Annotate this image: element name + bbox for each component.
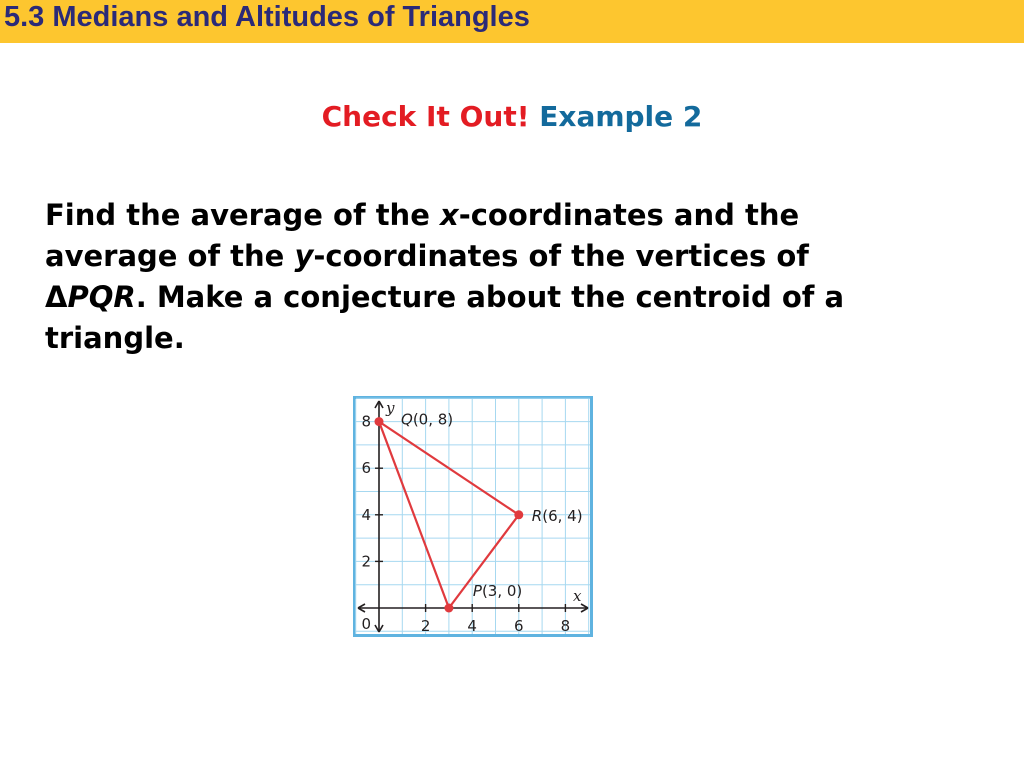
vertex-point-q [375, 417, 384, 426]
x-tick-label: 2 [420, 617, 431, 635]
y-tick-label: 4 [361, 505, 371, 524]
vertex-coordinates: (6, 4) [542, 506, 583, 525]
problem-text: -coordinates and the [458, 198, 800, 232]
check-it-out-label: Check It Out! [321, 100, 530, 133]
vertex-name: P [472, 582, 482, 600]
x-tick-label: 6 [514, 617, 524, 635]
y-axis-label: y [386, 399, 395, 417]
vertex-point-p [444, 604, 453, 613]
example-number-label: Example 2 [539, 100, 703, 133]
problem-variable: PQR [67, 280, 136, 314]
problem-variable: y [294, 239, 314, 273]
y-tick-label: 2 [361, 552, 371, 571]
y-tick-label: 8 [361, 412, 371, 431]
triangle-symbol: Δ [45, 280, 68, 314]
coordinate-graph-svg [353, 396, 593, 637]
vertex-label-q [401, 411, 453, 429]
vertex-coordinates: (0, 8) [412, 410, 454, 429]
problem-variable: x [439, 198, 459, 232]
vertex-label-p [473, 582, 522, 600]
vertex-name: Q [401, 410, 413, 429]
problem-text: -coordinates of the vertices of [313, 239, 809, 273]
problem-statement [45, 195, 1005, 359]
y-tick-label: 6 [361, 459, 371, 478]
problem-text: . Make a conjecture about the centroid of a [135, 280, 845, 314]
vertex-name: R [531, 506, 543, 525]
vertex-point-r [514, 510, 523, 519]
x-axis-label: x [573, 587, 582, 605]
x-tick-label: 8 [560, 617, 571, 635]
example-heading [0, 100, 1024, 133]
origin-label: 0 [361, 615, 371, 633]
coordinate-graph [353, 396, 593, 637]
problem-text: average of the [45, 239, 295, 273]
x-tick-label: 4 [467, 617, 477, 635]
slide-title: 5.3 Medians and Altitudes of Triangles [4, 1, 530, 33]
problem-text: Find the average of the [45, 198, 440, 232]
vertex-label-r [532, 507, 583, 525]
problem-text: triangle. [45, 321, 185, 355]
vertex-coordinates: (3, 0) [481, 582, 523, 600]
title-bar [0, 0, 1024, 43]
